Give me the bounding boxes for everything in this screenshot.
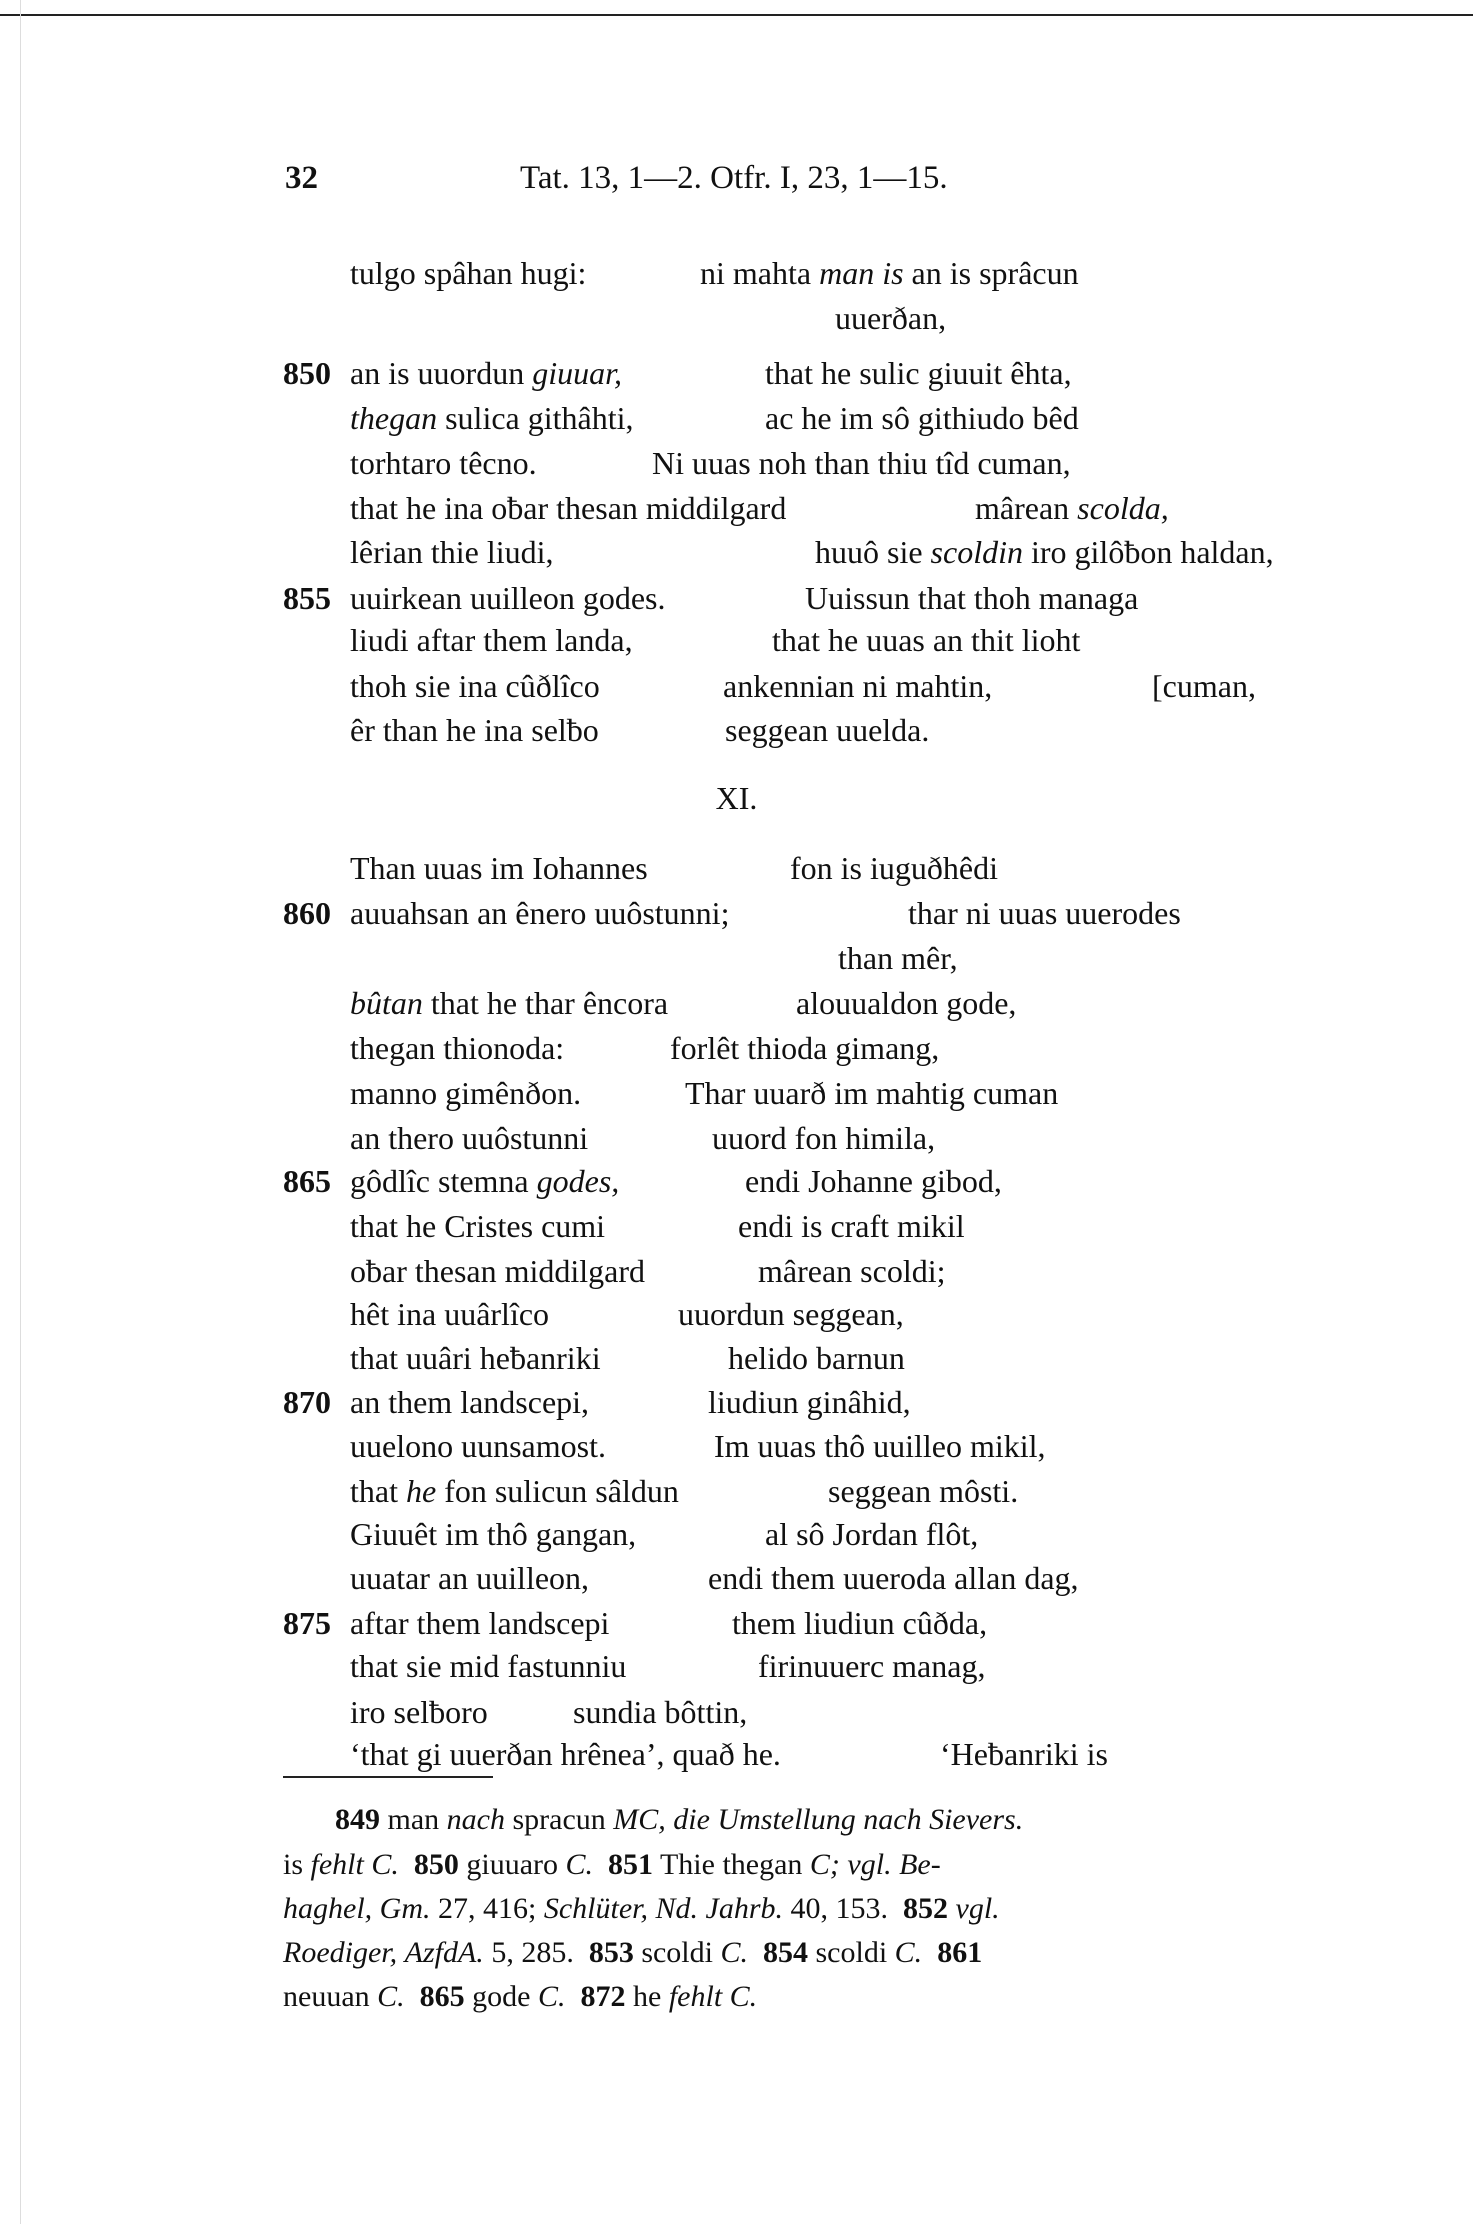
half-line-b: Im uuas thô uuilleo mikil, [714,1428,1046,1464]
half-line-a: that uuâri heƀanriki [350,1340,601,1376]
page-header [0,160,1473,210]
half-line-a: uuirkean uuilleon godes. [350,580,666,616]
footnote-text: 849 man nach spracun MC, die Umstellung nach Sievers. [335,1803,1024,1836]
half-line-b: Thar uuarð im mahtig cuman [685,1075,1059,1111]
half-line-b: liudiun ginâhid, [708,1384,911,1420]
half-line-a: hêt ina uuârlîco [350,1296,550,1332]
footnote-rule [283,1776,493,1778]
half-line-a: that sie mid fastunniu [350,1648,627,1684]
half-line-b: firinuuerc manag, [758,1648,986,1684]
half-line-b: fon is iuguðhêdi [790,850,998,886]
verse-line [0,1560,1473,1604]
half-line-a: that he Cristes cumi [350,1208,606,1244]
half-line-a: iro selƀoro [350,1694,488,1730]
half-line-a: Than uuas im Iohannes [350,850,648,886]
footnote-text: is fehlt C. 850 giuuaro C. 851 Thie thegan C; vgl. Be- [283,1848,941,1881]
verse-line [0,445,1473,489]
half-line-a: bûtan that he thar êncora [350,985,669,1021]
verse-line [0,1648,1473,1692]
half-line-b: endi Johanne gibod, [745,1163,1002,1199]
half-line-a: an them landscepi, [350,1384,590,1420]
half-line-b: uuordun seggean, [678,1296,904,1332]
half-line-b: ni mahta man is an is sprâcun [700,255,1079,291]
verse-line [0,255,1473,299]
verse-line [0,300,1473,344]
half-line-b: sundia bôttin, [573,1694,748,1730]
verse-line [0,1253,1473,1297]
half-line-b: al sô Jordan flôt, [765,1516,979,1552]
verse-line [0,1340,1473,1384]
verse-line [0,1208,1473,1252]
verse-line [0,1473,1473,1517]
half-line-a: oƀar thesan middilgard [350,1253,646,1289]
verse-line [0,490,1473,534]
footnote-text: neuuan C. 865 gode C. 872 he fehlt C. [283,1980,758,2013]
half-line-b: ankennian ni mahtin, [723,668,993,704]
verse-line [0,1120,1473,1164]
half-line-a: gôdlîc stemna godes, [350,1163,620,1199]
half-line-b: uuerðan, [835,300,947,336]
half-line-a: torhtaro têcno. [350,445,537,481]
verse-line [0,1030,1473,1074]
half-line-a: that he ina oƀar thesan middilgard [350,490,787,526]
half-line-b: seggean môsti. [828,1473,1019,1509]
half-line-b: forlêt thioda gimang, [670,1030,940,1066]
half-line-b: uuord fon himila, [712,1120,936,1156]
page-number: 32 [285,160,318,196]
half-line-a: manno gimênðon. [350,1075,582,1111]
half-line-b: endi is craft mikil [738,1208,965,1244]
half-line-a: an is uuordun giuuar, [350,355,622,391]
half-line-a: aftar them landscepi [350,1605,610,1641]
verse-line [0,1296,1473,1340]
verse-line [0,850,1473,894]
section-heading: XI. [715,780,758,816]
verse-line [0,895,1473,939]
verse-line [0,712,1473,756]
verse-line [0,534,1473,578]
verse-line [0,580,1473,624]
verse-line [0,1428,1473,1472]
half-line-a: êr than he ina selƀo [350,712,599,748]
line-number: 865 [283,1163,331,1199]
half-line-b: than mêr, [838,940,958,976]
footnote-text: Roediger, AzfdA. 5, 285. 853 scoldi C. 854 scoldi C. 861 [283,1936,983,1969]
half-line-b: that he uuas an thit lioht [772,622,1081,658]
verse-line [0,1694,1473,1738]
half-line-b: endi them uueroda allan dag, [708,1560,1079,1596]
half-line-a: Giuuêt im thô gangan, [350,1516,637,1552]
verse-line [0,1163,1473,1207]
half-line-b: mârean scolda, [975,490,1169,526]
half-line-a: lêrian thie liudi, [350,534,554,570]
half-line-b: Uuissun that thoh managa [805,580,1139,616]
verse-line [0,1605,1473,1649]
running-title: Tat. 13, 1—2. Otfr. I, 23, 1—15. [520,160,948,196]
half-line-a: liudi aftar them landa, [350,622,633,658]
top-border [0,14,1473,16]
verse-line [0,1516,1473,1560]
half-line-a: thegan sulica githâhti, [350,400,634,436]
verse-line [0,940,1473,984]
verse-line [0,622,1473,666]
line-number: 860 [283,895,331,931]
verse-line [0,1384,1473,1428]
line-number: 850 [283,355,331,391]
half-line-b: that he sulic giuuit êhta, [765,355,1072,391]
half-line-b: ac he im sô githiudo bêd [765,400,1079,436]
verse-line [0,400,1473,444]
half-line-a: auuahsan an ênero uuôstunni; [350,895,730,931]
verse-line [0,1736,1473,1780]
half-line-b: thar ni uuas uuerodes [908,895,1181,931]
half-line-b: them liudiun cûðda, [732,1605,988,1641]
half-line-b: Ni uuas noh than thiu tîd cuman, [652,445,1071,481]
half-line-b: ‘Heƀanriki is [940,1736,1108,1772]
half-line-a: thoh sie ina cûðlîco [350,668,600,704]
verse-line [0,355,1473,399]
verse-line [0,1075,1473,1119]
half-line-a: an thero uuôstunni [350,1120,589,1156]
half-line-b: helido barnun [728,1340,905,1376]
half-line-a: uuelono uunsamost. [350,1428,606,1464]
half-line-b: mârean scoldi; [758,1253,946,1289]
half-line-b: seggean uuelda. [725,712,930,748]
half-line-b: alouualdon gode, [796,985,1017,1021]
half-line-a: tulgo spâhan hugi: [350,255,587,291]
half-line-a: uuatar an uuilleon, [350,1560,590,1596]
footnote-text: haghel, Gm. 27, 416; Schlüter, Nd. Jahrb. 40, 153. 852 vgl. [283,1892,1000,1925]
line-number: 875 [283,1605,331,1641]
line-number: 870 [283,1384,331,1420]
half-line-a: thegan thionoda: [350,1030,565,1066]
half-line-a: that he fon sulicun sâldun [350,1473,679,1509]
half-line-b: huuô sie scoldin iro gilôƀon haldan, [815,534,1274,570]
verse-line [0,985,1473,1029]
half-line-a: ‘that gi uuerðan hrênea’, quað he. [350,1736,781,1772]
verse-continuation: [cuman, [1152,668,1256,704]
line-number: 855 [283,580,331,616]
